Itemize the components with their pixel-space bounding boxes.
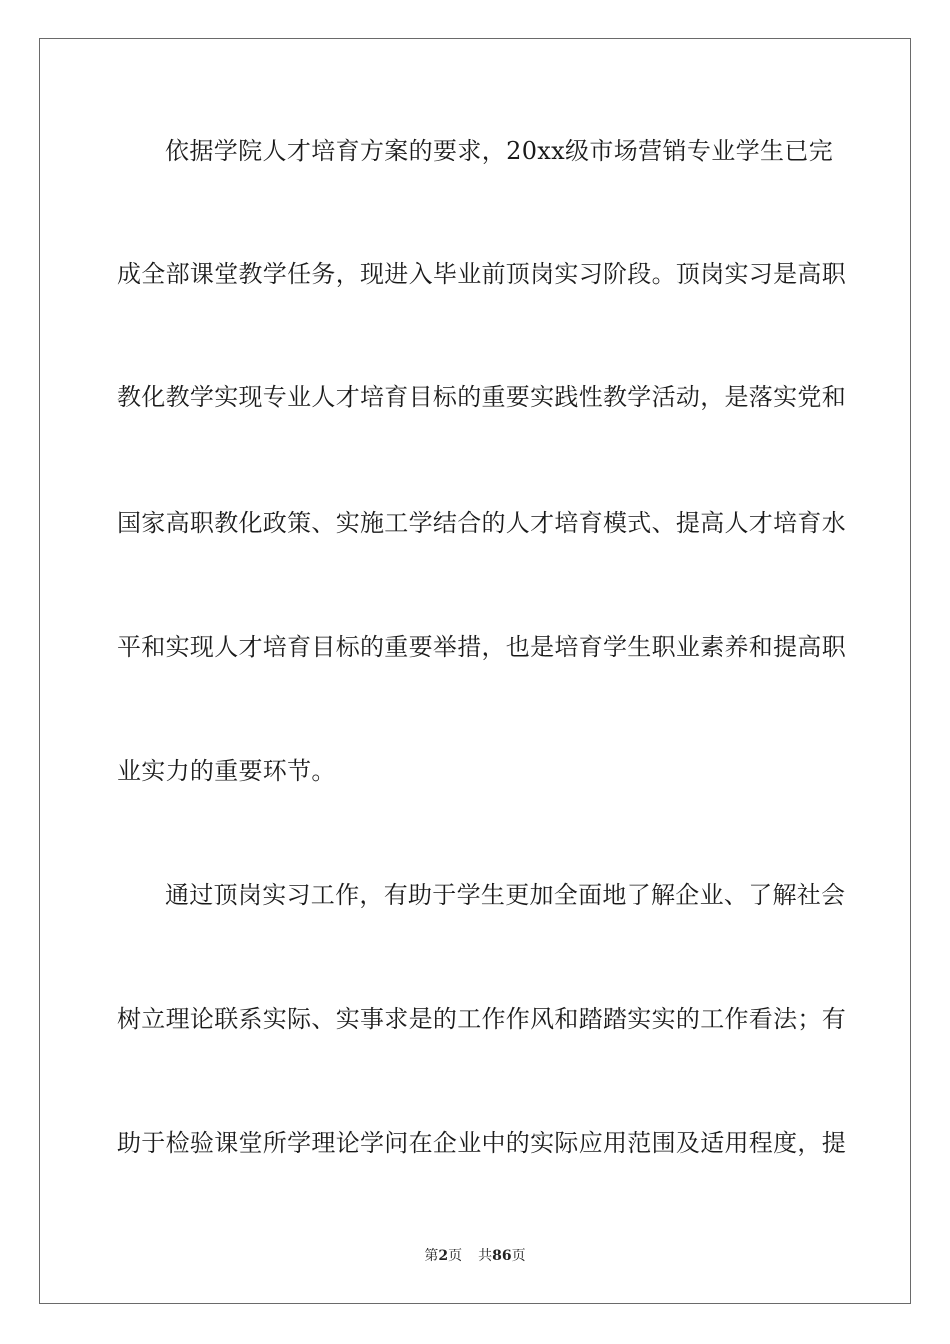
paragraph-2-line-3: 助于检验课堂所学理论学问在企业中的实际应用范围及适用程度，提 [117,1129,846,1157]
total-pages: 86 [492,1248,512,1264]
page-suffix: 页 [448,1248,463,1264]
paragraph-1-line-1: 依据学院人才培育方案的要求，20xx级市场营销专业学生已完 [165,137,833,165]
paragraph-1-line-3: 教化教学实现专业人才培育目标的重要实践性教学活动，是落实党和 [117,383,846,411]
paragraph-1-line-5: 平和实现人才培育目标的重要举措，也是培育学生职业素养和提高职 [117,633,846,661]
page-number: 2 [438,1248,449,1264]
paragraph-1-line-2: 成全部课堂教学任务，现进入毕业前顶岗实习阶段。顶岗实习是高职 [117,260,846,288]
paragraph-1-line-6: 业实力的重要环节。 [117,757,336,785]
paragraph-2-line-1: 通过顶岗实习工作，有助于学生更加全面地了解企业、了解社会 [165,881,846,909]
page-footer [0,1246,950,1266]
page-prefix: 第 [424,1248,439,1264]
total-prefix: 共 [478,1248,493,1264]
paragraph-1-line-4: 国家高职教化政策、实施工学结合的人才培育模式、提高人才培育水 [117,509,846,537]
paragraph-2-line-2: 树立理论联系实际、实事求是的工作作风和踏踏实实的工作看法；有 [117,1005,846,1033]
total-suffix: 页 [511,1248,526,1264]
page-border [39,38,911,1304]
